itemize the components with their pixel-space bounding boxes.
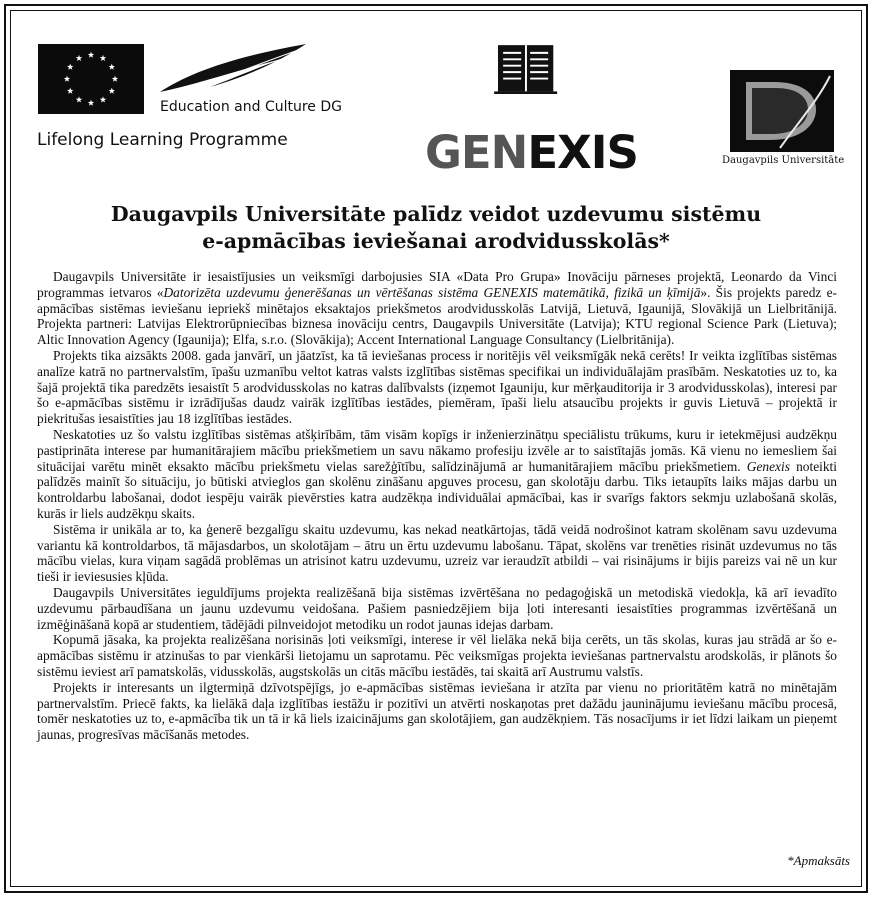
education-culture-swoosh-icon — [158, 40, 308, 100]
title-line-2: e-apmācības ieviešanai arodvidusskolās* — [202, 229, 670, 253]
eu-star — [67, 64, 73, 70]
eu-star — [88, 52, 94, 58]
eu-star — [109, 64, 115, 70]
eu-star — [109, 88, 115, 94]
title-line-1: Daugavpils Universitāte palīdz veidot uzdevumu sistēmu — [110, 202, 762, 226]
footnote: *Apmaksāts — [787, 853, 850, 868]
eu-flag-icon — [38, 44, 144, 114]
daugavpils-university-logo-icon — [730, 70, 834, 152]
eu-star — [112, 76, 118, 82]
genexis-exis: EXIS — [527, 126, 638, 179]
logo-header — [0, 0, 872, 190]
genexis-logo-text — [425, 128, 638, 178]
eu-star — [64, 76, 70, 82]
paragraph-1: Daugavpils Universitāte ir iesaistījusies un veiksmīgi darbojusies SIA «Data Pro Grupa» Inovāciju pārneses projektā, Leonardo da Vinci programmas ietvaros «Datorizēta uzdevumu ģenerēšanas un vērtēšanas sistēma GENEXIS matemātikā, fizikā un ķīmijā». Šis projekts paredz e-apmācības sistēmas ieviešanu iepriekš minētajos eksaktajos priekšmetos arodvidusskolās Latvijā, Lietuvā, Igaunijā, Slovākijā un Lielbritānijā. Projekta partneri: Latvijas Elektrorūpniecības biznesa inovāciju centrs, Daugavpils Universitāte (Latvija); KTU regional Science Park (Lietuva); Altic Innovation Agency (Igaunija); Elfa, s.r.o. (Slovākija); Accent International Language Consultancy (Lielbritānija). — [37, 269, 837, 348]
eu-star — [76, 96, 82, 102]
daugavpils-university-label: Daugavpils Universitāte — [722, 155, 845, 166]
eu-star — [88, 100, 94, 106]
paragraph-5: Daugavpils Universitātes ieguldījums projekta realizēšanā bija sistēmas izvērtēšana no pedagoģiskā un metodiskā viedokļa, kā arī ievadīto uzdevumu pārbaudīšana un jaunu uzdevumu veidošana. Pašiem pasniedzējiem bija ļoti interesanti iesaistīties programmas izvērtēšanā un izmēģināšanā kopā ar studentiem, tādējādi pilnveidojot metodiku un rodot jaunas idejas darbam. — [37, 584, 837, 632]
paragraph-7: Projekts ir interesants un ilgtermiņā dzīvotspējīgs, jo e-apmācības sistēmas ieviešana ir atzīta par vienu no prioritātēm katrā no minētajām partnervalstīm. Priecē fakts, ka lielākā daļa izglītības iestāžu ir pozitīvi un atvērti noskaņotas pret dažādu jauninājumu ieviešanu mācību procesā, tomēr neskatoties uz to, e-apmācība tik un tā ir kā liels izaicinājums gan skolotājiem, gan audzēkņiem. Tās nosacījums ir iet līdzi laikam un pieņemt jaunas, progresīvas mācīšanās metodes. — [37, 679, 837, 743]
paragraph-2: Projekts tika aizsākts 2008. gada janvārī, un jāatzīst, ka tā ieviešanas process ir noritējis vēl veiksmīgāk nekā cerēts! Ir veikta izglītības sistēmas analīze katrā no partnervalstīm, īpašu uzmanību veltot katras valsts izglītības sistēmas specifikai un individuālajām prasībām. Neskatoties uz to, ka šajā projektā tika paredzēts iesaistīt 5 arodvidusskolas no katras dalībvalsts (izņemot Igauniju, kur mērķauditorija ir 3 arodvidusskolas), interesi par šo e-apmācības sistēmu ir izrādījušas daudz vairāk izglītības iestādes, piemēram, īpaši lielu atsaucību projekts ir guvis Lietuvā – projektā ir piekritušas iesaistīties jau 18 izglītības iestādes. — [37, 347, 837, 427]
eu-star — [67, 88, 73, 94]
eu-star — [100, 96, 106, 102]
lifelong-learning-label: Lifelong Learning Programme — [37, 130, 288, 150]
paragraph-3: Neskatoties uz šo valstu izglītības sistēmas atšķirībām, tām visām kopīgs ir inženierzinātņu speciālistu trūkums, kuru ir ietekmējusi audzēkņu pastiprināta interese par humanitārajiem mācību priekšmetiem un savu nākamo profesiju izvēle ar to saistītajās jomās. Kā vienu no iemesliem šai situācijai varētu minēt eksakto mācību priekšmetu vielas sarežģītību, salīdzinājumā ar humanitārajiem mācību priekšmetiem. Genexis noteikti palīdzēs mainīt šo situāciju, jo būtiski atvieglos gan skolēnu zināšanu apguves procesu, gan skolotāju darbu. Tiks ietaupīts laiks mājas darbu un kontroldarbu labošanai, dodot iespēju vairāk pievērsties katra audzēkņa individuālai apmācībai, kas ir svarīgs faktors sekmju uzlabošanā skolās, kurās ir liels audzēkņu skaits. — [37, 426, 837, 521]
genexis-gen: GEN — [425, 126, 528, 179]
genexis-book-icon — [425, 40, 625, 130]
article-title — [20, 201, 852, 255]
paragraph-4: Sistēma ir unikāla ar to, ka ģenerē bezgalīgu skaitu uzdevumu, kas nekad neatkārtojas, tādā veidā nodrošinot katram skolēnam savu uzdevuma variantu kā kontroldarbos, tā mājasdarbos, un skolotājam – ātru un ērtu uzdevumu labošanu. Tāpat, skolēns var trenēties risināt uzdevumus no tās mācību vielas, kura viņam sagādā problēmas un atrisinot katru uzdevumu, uzreiz var ieraudzīt atbildi – vai risinājums ir bijis pareizs vai nē un kur tieši ir ieviesusies kļūda. — [37, 521, 837, 585]
paragraph-6: Kopumā jāsaka, ka projekta realizēšana norisinās ļoti veiksmīgi, interese ir vēl lielāka nekā bija cerēts, un tās skolas, kuras jau strādā ar šo e-apmācības sistēmu ir atzinušas to par vienkārši lietojamu un saprotamu. Pēc veiksmīgas projekta ieviešanas partnervalstu arodskolās, ir plānots šo sistēmu ieviest arī pamatskolās, vidusskolās, augstskolās un citās mācību iestādēs, tai skaitā arī Austrumu valstīs. — [37, 632, 837, 679]
eu-star — [76, 55, 82, 61]
eu-star — [100, 55, 106, 61]
education-culture-label: Education and Culture DG — [160, 99, 342, 115]
article-body — [37, 269, 837, 743]
